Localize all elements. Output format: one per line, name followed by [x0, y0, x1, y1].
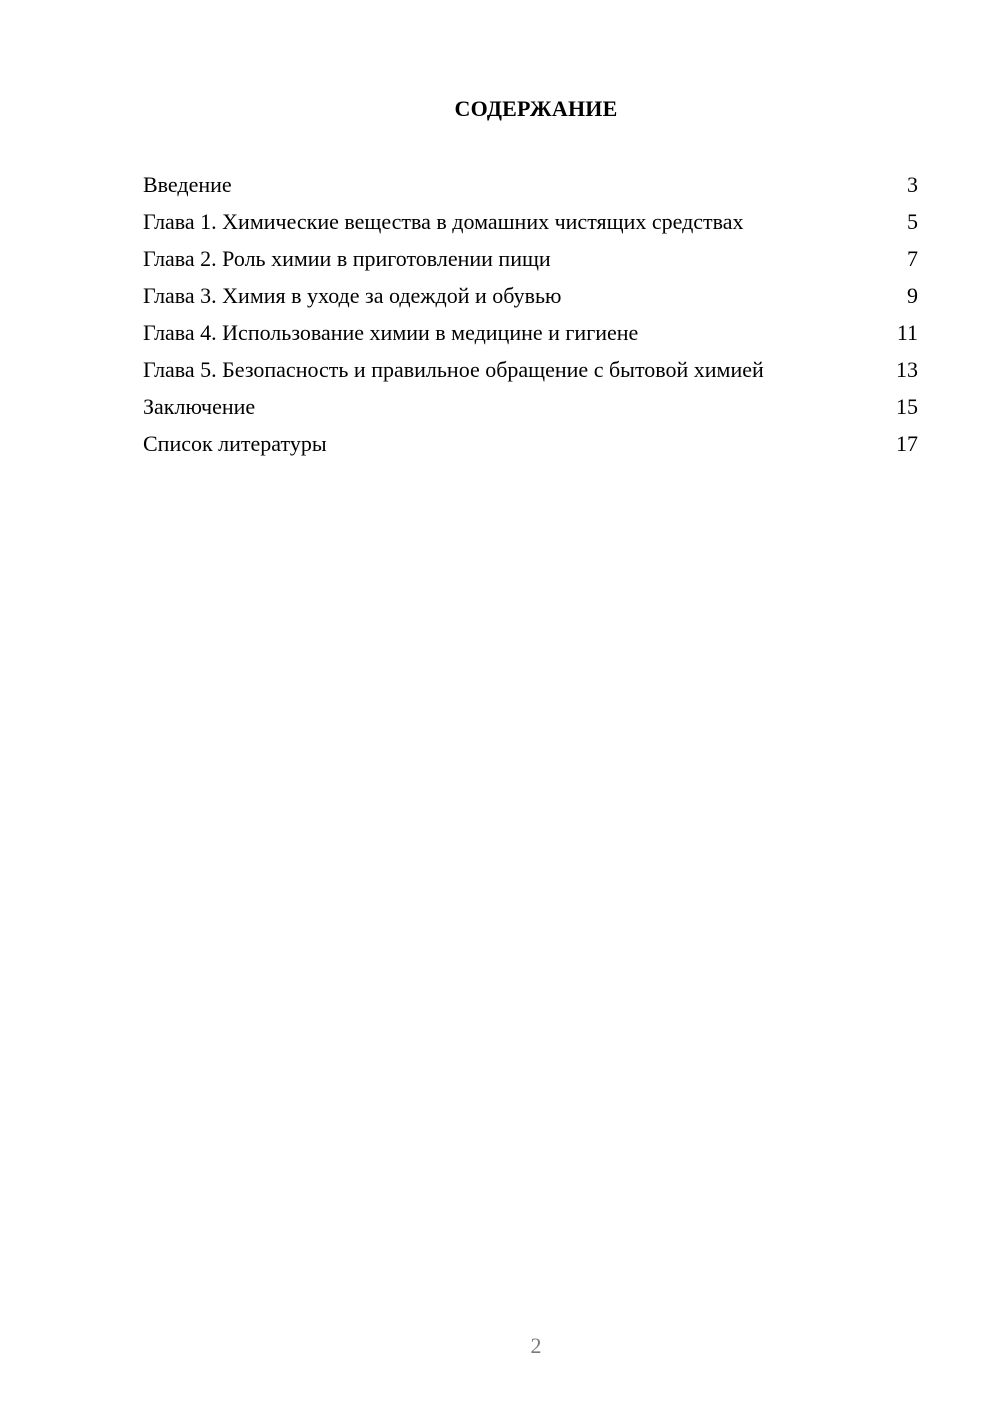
toc-entry-page: 5 [907, 209, 918, 234]
toc-entry-chapter-5 [143, 355, 918, 384]
toc-entry-label: Введение [143, 172, 232, 197]
toc-entry-chapter-3 [143, 281, 918, 310]
toc-entry-introduction [143, 170, 918, 199]
toc-entry-label: Глава 5. Безопасность и правильное обращение с бытовой химией [143, 357, 764, 382]
toc-entry-chapter-1 [143, 207, 918, 236]
toc-entry-page: 15 [896, 394, 918, 419]
toc-entry-chapter-2 [143, 244, 918, 273]
table-of-contents [143, 170, 918, 466]
toc-entry-page: 13 [896, 357, 918, 382]
toc-entry-page: 9 [907, 283, 918, 308]
toc-entry-label: Список литературы [143, 431, 327, 456]
toc-entry-page: 11 [896, 320, 918, 345]
toc-entry-conclusion [143, 392, 918, 421]
page-number: 2 [530, 1333, 542, 1358]
toc-entry-page: 7 [907, 246, 918, 271]
toc-entry-label: Глава 2. Роль химии в приготовлении пищи [143, 246, 551, 271]
page-title: СОДЕРЖАНИЕ [454, 96, 618, 121]
toc-entry-chapter-4 [143, 318, 918, 347]
toc-entry-label: Глава 1. Химические вещества в домашних чистящих средствах [143, 209, 744, 234]
toc-entry-page: 3 [907, 172, 918, 197]
toc-entry-label: Глава 4. Использование химии в медицине и гигиене [143, 320, 639, 345]
toc-entry-page: 17 [896, 431, 918, 456]
toc-entry-label: Заключение [143, 394, 256, 419]
toc-entry-label: Глава 3. Химия в уходе за одеждой и обувью [143, 283, 562, 308]
toc-entry-references [143, 429, 918, 458]
